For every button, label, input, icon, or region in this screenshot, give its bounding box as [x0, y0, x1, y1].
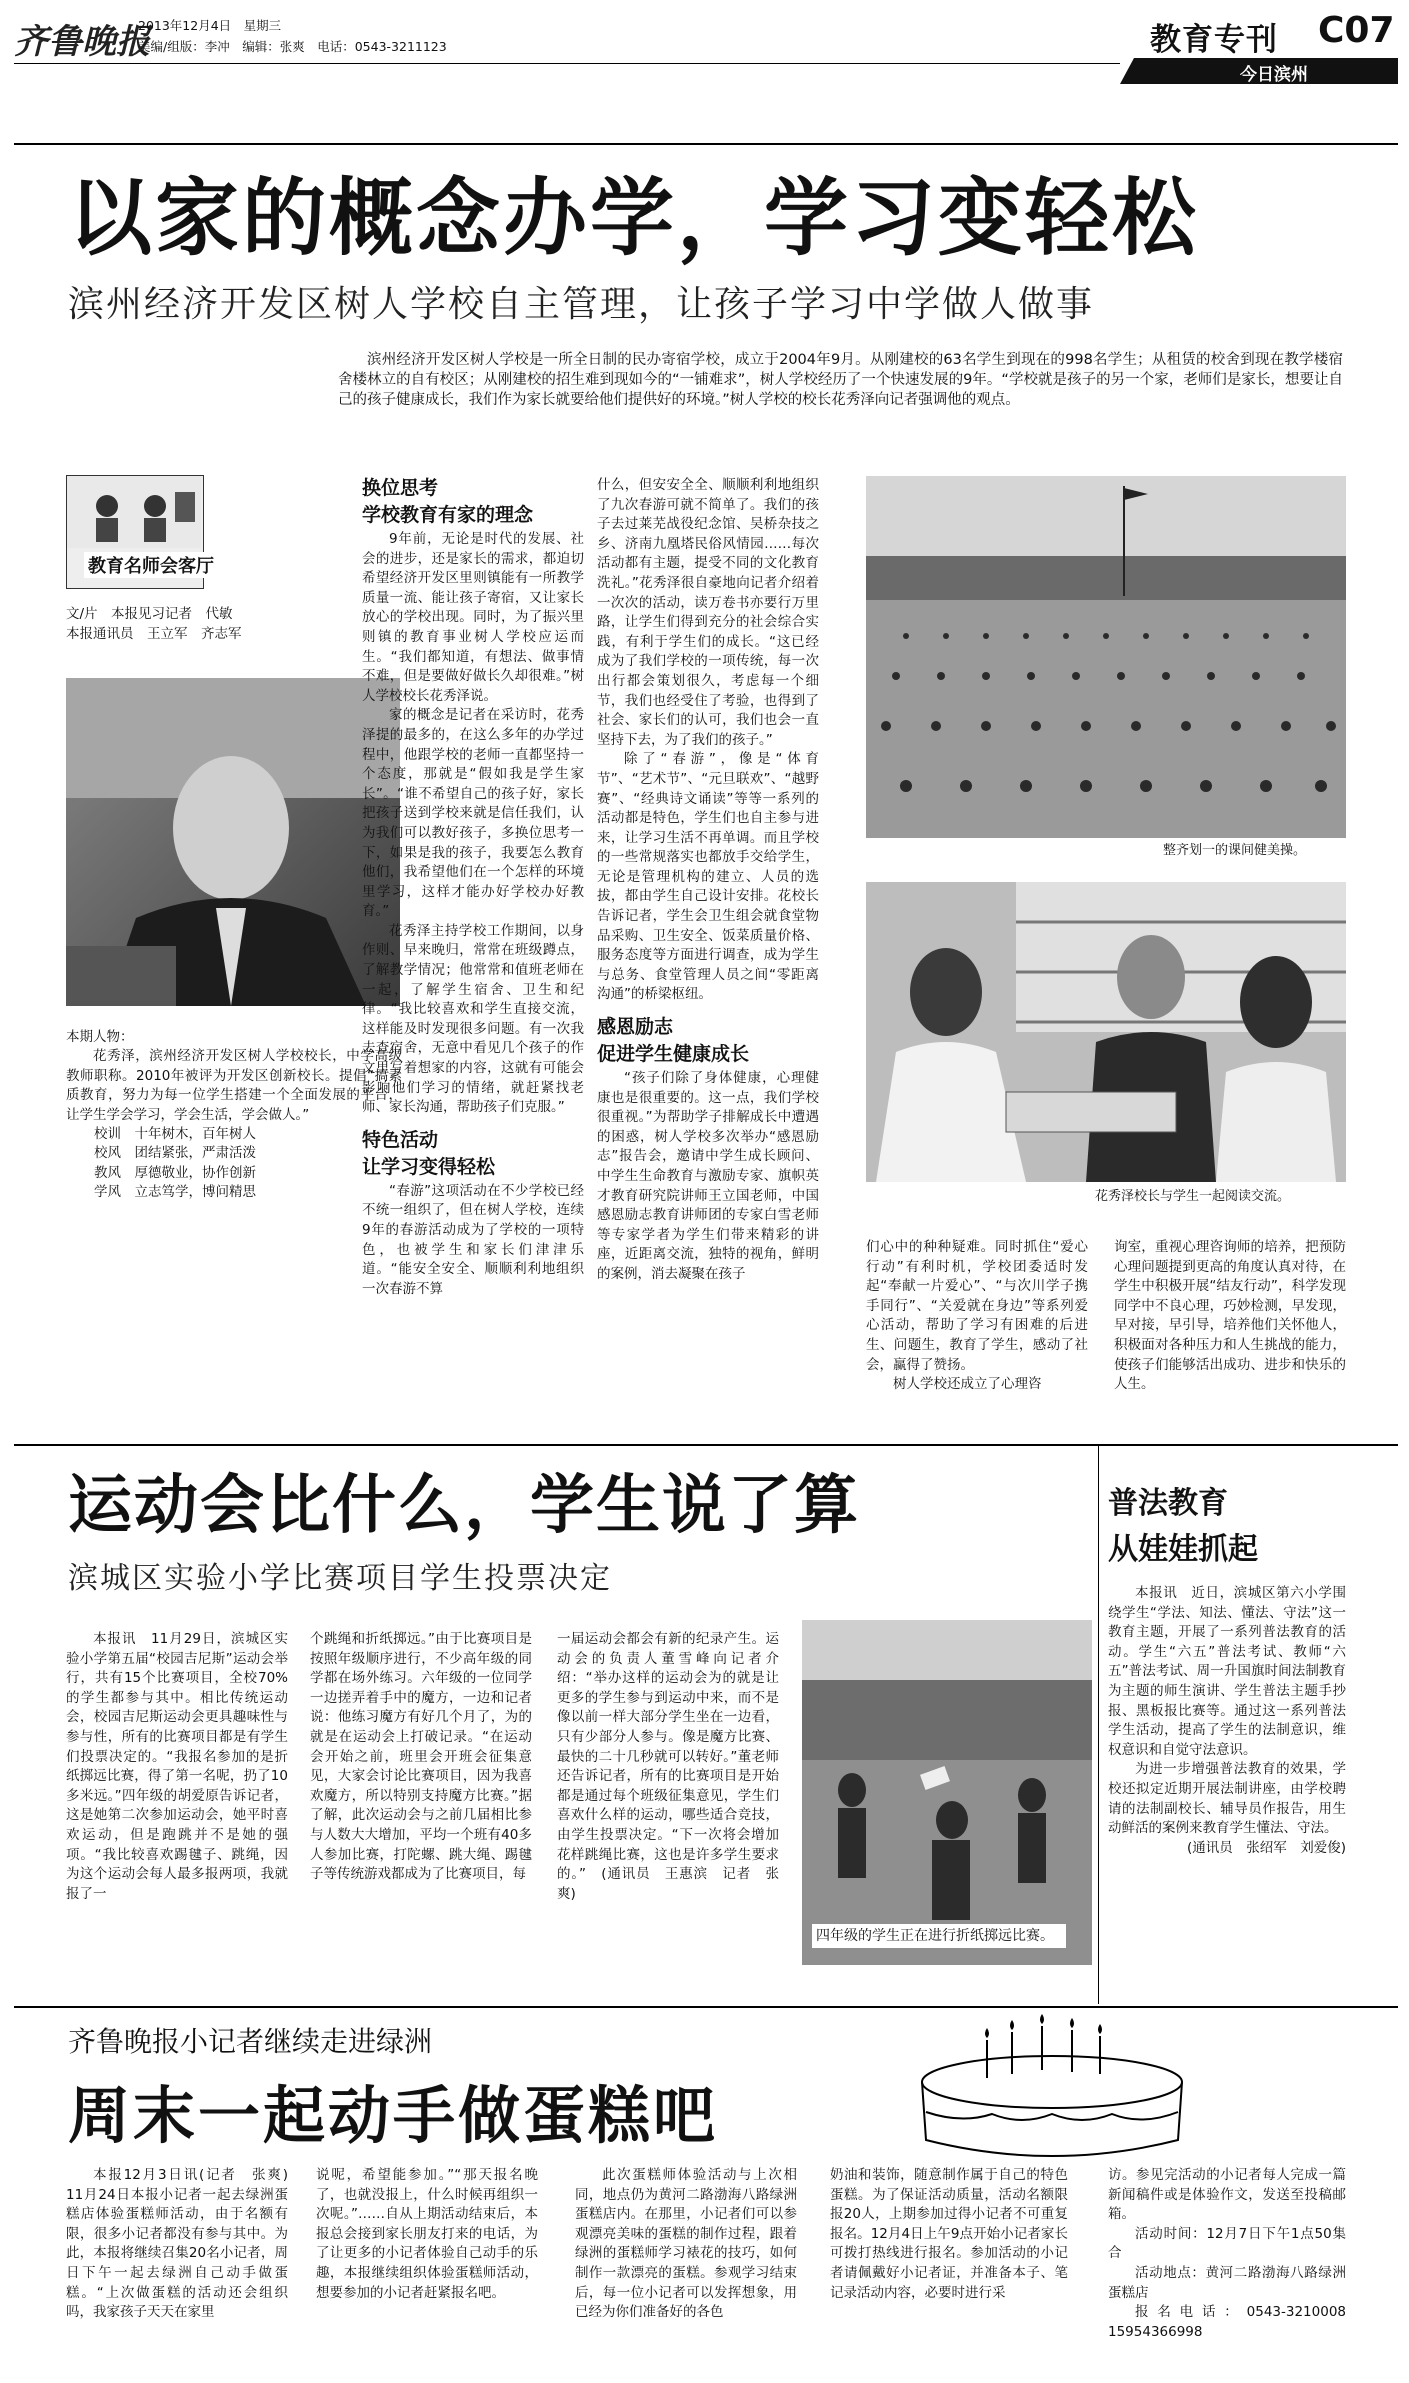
article1-col-c — [597, 476, 819, 1436]
column-divider — [1098, 1444, 1099, 2004]
date-line: 2013年12月4日 星期三 — [138, 18, 282, 33]
a4-info: 活动时间：12月7日下午1点50集合 — [1108, 2225, 1346, 2262]
article2-headline: 运动会比什么，学生说了算 — [68, 1469, 860, 1543]
profile-text: 花秀泽，滨州经济开发区树人学校校长，中学高级教师职称。2010年被评为开发区创新校长。提倡“搞素质教育，努力为每一位学生搭建一个全面发展的平台，让学生学会学习，学会生活，学会做人。” — [66, 1048, 402, 1123]
cake-illustration — [902, 2012, 1202, 2160]
portrait-photo — [66, 678, 400, 1006]
a2-col3-text: 一届运动会都会有新的纪录产生。运动会的负责人董雪峰向记者介绍：“举办这样的运动会为的就是让更多的学生参与到运动中来，而不是像以前一样大部分学生坐在一边看，只有少部分人参与。像是魔方比赛、最快的二十几秒就可以转好。”董老师还告诉记者，所有的比赛项目是开始都是通过每个班级征集意见，学生们喜欢什么样的运动，哪些适合竞技，由学生投票决定。“下一次将会增加花样跳绳比赛，这也是许多学生要求的。” (通讯员 王惠滨 记者 张爽) — [557, 1631, 779, 1902]
a4-col2-text: 说呢，希望能参加。”“那天报名晚了，也就没报上，什么时候再组织一次呢。”……自从上期活动结束后，本报总会接到家长朋友打来的电话，为了让更多的小记者体验自己动手的乐趣，本报继续组织体验蛋糕师活动，想要参加的小记者赶紧报名吧。 — [316, 2167, 538, 2301]
staff-line: 美编/组版：李冲 编辑：张爽 电话：0543-3211123 — [138, 39, 447, 54]
col-d-p: 们心中的种种疑难。同时抓住“爱心行动”有利时机，学校团委适时发起“奉献一片爱心”、“与次川学子携手同行”、“关爱就在身边”等系列爱心活动，帮助了学习有困难的后进生、问题生，教育了学生，感动了社会，赢得了赞扬。 — [866, 1239, 1088, 1373]
a4-col4-text: 奶油和装饰，随意制作属于自己的特色蛋糕。为了保证活动质量，活动名额限报20人，上期参加过得小记者不可重复报名。12月4日上午9点开始小记者家长可拨打热线进行报名。参加活动的小记者请佩戴好小记者证，并准备本子、笔记录活动内容，必要时进行采 — [830, 2167, 1068, 2301]
article4-col1 — [66, 2166, 302, 2376]
profile-box — [66, 1028, 402, 1258]
col-b-h1: 换位思考 — [362, 477, 439, 499]
col-c-p: “孩子们除了身体健康，心理健康也是很重要的。这一点，我们学校很重视。”为帮助学子排解成长中遭遇的困惑，树人学校多次举办“感恩励志”报告会，邀请中学生成长顾问、中学生生命教育与激励专家、旗帜英才教育研究院讲师王立国老师，中国感恩励志教育讲师团的专家白雪老师等专家学者为学生们带来精彩的讲座，近距离交流，独特的视角，鲜明的案例，消去凝聚在孩子 — [597, 1070, 819, 1282]
credit-line: 文/片 本报见习记者 代敏 — [66, 606, 233, 622]
a4-info: 活动地点：黄河二路渤海八路绿洲蛋糕店 — [1108, 2264, 1346, 2301]
article1-col-b — [362, 476, 584, 1436]
photo2-caption: 花秀泽校长与学生一起阅读交流。 — [1095, 1189, 1291, 1204]
a4-col5-text: 访。参见完活动的小记者每人完成一篇新闻稿件或是体验作文，发送至投稿邮箱。 — [1108, 2167, 1346, 2223]
masthead-rule — [14, 63, 1120, 64]
article4-kicker: 齐鲁晚报小记者继续走进绿洲 — [68, 2025, 433, 2058]
credits — [66, 604, 242, 644]
cake-icon — [902, 2012, 1202, 2160]
profile-item: 学风 立志笃学，博问精思 — [94, 1184, 256, 1201]
column-logo-label: 教育名师会客厅 — [84, 552, 218, 578]
article4-col3 — [575, 2166, 797, 2376]
a3-body2: 为进一步增强普法教育的效果，学校还拟定近期开展法制讲座，由学校聘请的法制副校长、辅导员作报告，用生动鲜活的案例来教育学生懂法、守法。 — [1108, 1761, 1346, 1837]
col-e-p: 询室，重视心理咨询师的培养，把预防心理问题提到更高的角度认真对待，在学生中积极开展“结友行动”，科学发现同学中不良心理，巧妙检测，早发现，早对接，早引导，培养他们关怀他人，积极面对各种压力和人生挑战的能力，使孩子们能够活出成功、进步和快乐的人生。 — [1114, 1239, 1346, 1393]
col-c-h1: 感恩励志 — [597, 1016, 674, 1039]
profile-item: 教风 厚德敬业，协作创新 — [94, 1164, 256, 1181]
a3-body1: 本报讯 近日，滨城区第六小学围绕学生“学法、知法、懂法、守法”这一教育主题，开展了一系列普法教育的活动。学生“六五”普法考试、教师“六五”普法考试、周一升国旗时间法制教育为主题的师生演讲、学生普法主题手抄报、黑板报比赛等。通过这一系列普法学生活动，提高了学生的法制意识，维权意识和自觉守法意识。 — [1108, 1585, 1346, 1758]
region-label: 今日滨州 — [1240, 65, 1308, 85]
a4-col1-text: 本报12月3日讯(记者 张爽) 11月24日本报小记者一起去绿洲蛋糕店体验蛋糕师活动，由于名额有限，很多小记者都没有参与其中。为此，本报将继续召集20名小记者，周日下午一起去绿洲自己动手做蛋糕。“上次做蛋糕的活动还会组织吗，我家孩子天天在家里 — [66, 2167, 302, 2321]
article3-headline-2: 从娃娃抓起 — [1108, 1532, 1258, 1567]
col-b-p: 家的概念是记者在采访时，花秀泽提的最多的，在这么多年的办学过程中，他跟学校的老师一直都坚持一个态度，那就是“假如我是学生家长”。“谁不希望自己的孩子好，家长把孩子送到学校来就是信任我们，认为我们可以教好孩子，多换位思考一下，如果是我的孩子，我要怎么教育他们，我希望他们在一个怎样的环境里学习，这样才能办好学校办好教育。” — [362, 707, 584, 920]
credit-line: 本报通讯员 王立军 齐志军 — [66, 626, 242, 642]
page-number: C07 — [1318, 10, 1395, 51]
profile-item: 校训 十年树木，百年树人 — [94, 1126, 256, 1143]
col-b-h3: 特色活动 — [362, 1128, 439, 1151]
article4-col4 — [830, 2166, 1068, 2376]
col-b-p: 花秀泽主持学校工作期间，以身作则、早来晚归，常常在班级蹲点，了解教学情况；他常常和值班老师在一起，了解学生宿舍、卫生和纪律。“我比较喜欢和学生直接交流，这样能及时发现很多问题。有一次我去查宿舍，无意中看见几个孩子的作文里写着想家的内容，这就有可能会影响他们学习的情绪，就赶紧找老师、家长沟通，帮助孩子们克服。” — [362, 922, 584, 1116]
article2-subheadline: 滨城区实验小学比赛项目学生投票决定 — [68, 1561, 612, 1596]
a3-credit: (通讯员 张绍军 刘爱俊) — [1186, 1839, 1346, 1856]
exercise-photo — [866, 476, 1346, 838]
article1-lead — [338, 350, 1343, 448]
article2-col2 — [310, 1630, 532, 1980]
sports-photo — [802, 1620, 1092, 1965]
article3-headline: 普法教育 — [1108, 1486, 1228, 1521]
sports-photo-caption: 四年级的学生正在进行折纸掷远比赛。 — [812, 1924, 1066, 1948]
col-b-h2: 学校教育有家的理念 — [362, 504, 534, 526]
col-b-p: 9年前，无论是时代的发展、社会的进步，还是家长的需求，都迫切希望经济开发区里则镇能有一所教学质量一流、能让孩子寄宿，又让家长放心的学校出现。同时，为了振兴里则镇的教育事业树人学校应运而生。“我们都知道，有想法、做事情不难，但是要做好做长久却很难。”树人学校校长花秀泽说。 — [362, 531, 584, 704]
article1-col-e — [1114, 1238, 1346, 1418]
a4-info: 报名电话：0543-3210008 15954366998 — [1108, 2304, 1360, 2340]
col-d-p: 树人学校还成立了心理咨 — [893, 1376, 1042, 1393]
article1-subheadline: 滨州经济开发区树人学校自主管理，让孩子学习中学做人做事 — [68, 284, 1095, 325]
section-divider-2 — [14, 2006, 1398, 2008]
col-b-h4: 让学习变得轻松 — [362, 1155, 496, 1178]
article3-body — [1108, 1584, 1346, 1999]
article1-headline: 以家的概念办学，学习变轻松 — [68, 169, 1200, 267]
section-divider — [14, 1444, 1398, 1446]
teacher-figures-icon — [67, 476, 201, 548]
article4-col2 — [316, 2166, 538, 2376]
a2-col2-text: 个跳绳和折纸掷远。”由于比赛项目是按照年级顺序进行，不少高年级的同学都在场外练习。六年级的一位同学一边搓弄着手中的魔方，一边和记者说：他练习魔方有好几个月了，为的就是在运动会上打破记录。“在运动会开始之前，班里会开班会征集意见，大家会讨论比赛项目，因为我喜欢魔方，所以特别支持魔方比赛。”据了解，此次运动会与之前几届相比参与人数大大增加，平均一个班有40多人参加比赛，打陀螺、跳大绳、踢毽子等传统游戏都成为了比赛项目，每 — [310, 1631, 532, 1883]
article2-col3 — [557, 1630, 779, 1980]
reading-photo — [866, 882, 1346, 1182]
masthead-rule-2 — [14, 143, 1398, 145]
section-title: 教育专刊 — [1150, 22, 1278, 58]
col-c-p: 除了“春游”，像是“体育节”、“艺术节”、“元旦联欢”、“越野赛”、“经典诗文诵读”等等一系列的活动都是特色，学生们也自主参与进来，让学习生活不再单调。而且学校的一些常规落实也都放手交给学生，无论是管理机构的建立、人员的选拔，都由学生自己设计安排。花校长告诉记者，学生会卫生组会就食堂物品采购、卫生安全、饭菜质量价格、服务态度等方面进行调查，成为学生与总务、食堂管理人员之间“零距离沟通”的桥梁枢纽。 — [597, 751, 819, 1003]
paper-logo: 齐鲁晚报 — [14, 22, 150, 62]
article4-col5 — [1108, 2166, 1360, 2376]
article1-col-d — [866, 1238, 1088, 1418]
col-b-p: “春游”这项活动在不少学校已经不统一组织了，但在树人学校，连续9年的春游活动成为了学校的一项特色，也被学生和家长们津津乐道。“能安全安全、顺顺利利地组织一次春游不算 — [362, 1182, 584, 1297]
photo1-caption: 整齐划一的课间健美操。 — [1163, 843, 1307, 858]
a2-col1-text: 本报讯 11月29日，滨城区实验小学第五届“校园吉尼斯”运动会举行，共有15个比赛项目，全校70%的学生都参与其中。相比传统运动会，校园吉尼斯运动会更具趣味性与参与性，所有的比赛项目都是有学生们投票决定的。“我报名参加的是折纸掷远比赛，得了第一名呢，扔了10多米远。”四年级的胡爱原告诉记者，这是她第二次参加运动会，她平时喜欢运动，但是跑跳并不是她的强项。“我比较喜欢踢毽子、跳绳，因为这个运动会每人最多报两项，我就报了一 — [66, 1631, 288, 1902]
profile-item: 校风 团结紧张，严肃活泼 — [94, 1145, 256, 1162]
col-c-h2: 促进学生健康成长 — [597, 1043, 750, 1066]
a4-col3-text: 此次蛋糕师体验活动与上次相同，地点仍为黄河二路渤海八路绿洲蛋糕店内。在那里，小记者们可以参观漂亮美味的蛋糕的制作过程，跟着绿洲的蛋糕师学习裱花的技巧，如何制作一款漂亮的蛋糕。参观学习结束后，每一位小记者可以发挥想象，用已经为你们准备好的各色 — [575, 2167, 797, 2321]
article4-headline: 周末一起动手做蛋糕吧 — [68, 2079, 719, 2152]
profile-label: 本期人物： — [66, 1029, 134, 1045]
article2-col1 — [66, 1630, 288, 1980]
lead-text: 滨州经济开发区树人学校是一所全日制的民办寄宿学校，成立于2004年9月。从刚建校的63名学生到现在的998名学生；从租赁的校舍到现在教学楼宿舍楼林立的自有校区；从刚建校的招生难到现如今的“一铺难求”，树人学校经历了一个快速发展的9年。“学校就是孩子的另一个家，老师们是家长，想要让自己的孩子健康成长，我们作为家长就要给他们提供好的环境。”树人学校的校长花秀泽向记者强调他的观点。 — [338, 352, 1343, 408]
col-c-p: 什么，但安安全全、顺顺利利地组织了九次春游可就不简单了。我们的孩子去过莱芜战役纪念馆、吴桥杂技之乡、济南九凰塔民俗风情园……每次活动都有主题，提受不同的文化教育洗礼。”花秀泽很自豪地向记者介绍着一次次的活动，读万卷书亦要行万里路，让学生们得到充分的社会综合实践，有利于学生们的成长。“这已经成为了我们学校的一项传统，每一次出行都会策划很久，考虑每一个细节，我们也经受住了考验，也得到了社会、家长们的认可，我们也会一直坚持下去，为了我们的孩子。” — [597, 477, 819, 748]
